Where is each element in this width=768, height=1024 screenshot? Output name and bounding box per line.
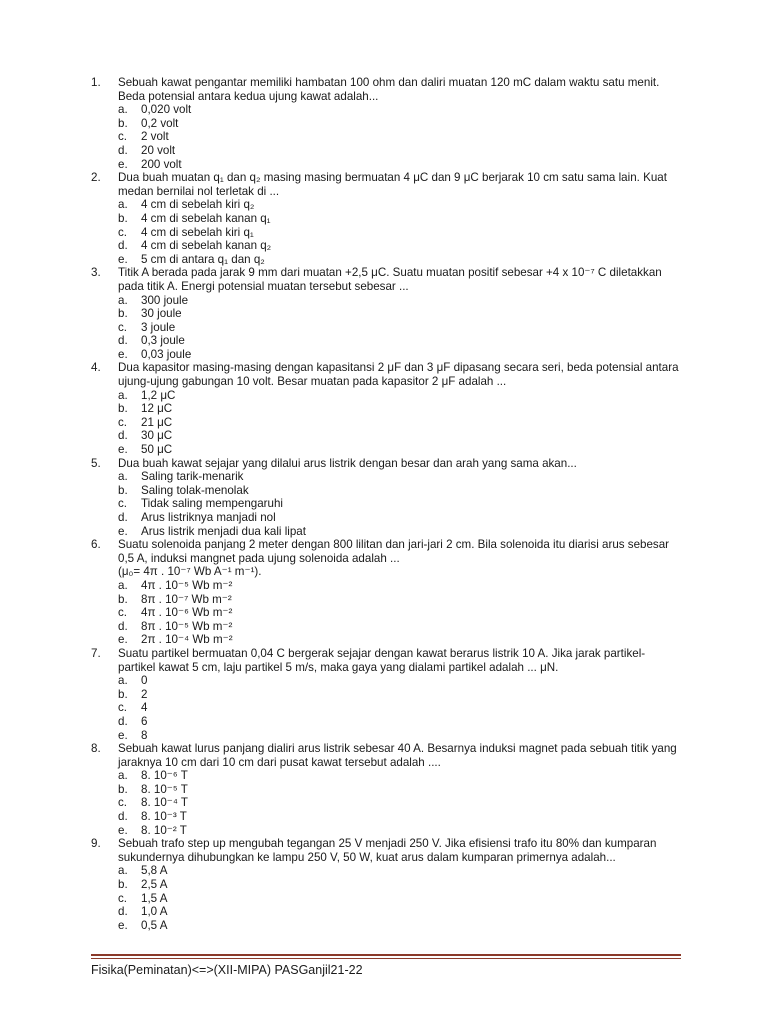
- answer-option: [118, 674, 681, 688]
- question-row: [91, 742, 681, 769]
- answer-option: [118, 321, 681, 335]
- answer-option: [118, 334, 681, 348]
- answer-option: [118, 606, 681, 620]
- answer-option: [118, 144, 681, 158]
- answer-option: [118, 307, 681, 321]
- option-letter: b.: [118, 116, 128, 130]
- answer-option: [118, 402, 681, 416]
- question-stem: Dua buah muatan q₁ dan q₂ masing masing bermuatan 4 μC dan 9 μC berjarak 10 cm satu sama lain. Kuat medan bernilai nol terletak di ...: [118, 171, 667, 198]
- option-text: 6: [141, 714, 148, 728]
- answer-option: [118, 810, 681, 824]
- footer-divider: [91, 954, 681, 956]
- question-stem: Dua kapasitor masing-masing dengan kapasitansi 2 μF dan 3 μF dipasang secara seri, beda potensial antara ujung-ujung gabungan 10 volt. Besar muatan pada kapasitor 2 μF adalah ...: [118, 361, 679, 389]
- answer-option: [118, 117, 681, 131]
- question-row: [91, 171, 681, 198]
- option-text: 30 joule: [141, 307, 182, 321]
- option-text: 2π . 10⁻⁴ Wb m⁻²: [141, 633, 233, 647]
- answer-option: [118, 593, 681, 607]
- option-text: 2,5 A: [141, 878, 168, 892]
- answer-option: [118, 715, 681, 729]
- option-text: 8: [141, 728, 148, 742]
- option-text: 12 μC: [141, 402, 173, 416]
- option-text: Arus listriknya manjadi nol: [141, 511, 276, 524]
- option-letter: b.: [118, 307, 128, 321]
- option-text: 1,2 μC: [141, 388, 176, 402]
- option-letter: c.: [118, 130, 128, 144]
- option-letter: e.: [118, 728, 128, 742]
- question: [91, 361, 681, 456]
- option-letter: d.: [118, 714, 128, 728]
- answer-option: [118, 198, 681, 212]
- question-stem: Sebuah trafo step up mengubah tegangan 25 V menjadi 250 V. Jika efisiensi trafo itu 80% dan kumparan sukundernya dihubungkan ke lampu 250 V, 50 W, kuat arus dalam kumparan primernya adalah...: [118, 837, 657, 864]
- answer-option: [118, 130, 681, 144]
- option-text: 21 μC: [141, 415, 173, 429]
- option-letter: a.: [118, 769, 128, 783]
- option-text: 8. 10⁻⁶ T: [141, 769, 188, 783]
- answer-option: [118, 443, 681, 457]
- option-letter: e.: [118, 443, 128, 457]
- question-list: [91, 76, 681, 932]
- option-text: 4π . 10⁻⁶ Wb m⁻²: [141, 606, 233, 620]
- option-text: 8. 10⁻² T: [141, 823, 187, 837]
- option-text: 0,03 joule: [141, 347, 192, 361]
- question: [91, 647, 681, 742]
- option-letter: e.: [118, 633, 128, 647]
- question-stem: Titik A berada pada jarak 9 mm dari muatan +2,5 μC. Suatu muatan positif sebesar +4 x 10⁻⁷ C diletakkan pada titik A. Energi potensial muatan tersebut sebesar ...: [118, 266, 662, 293]
- answer-option: [118, 824, 681, 838]
- option-text: 4: [141, 701, 148, 715]
- answer-option: [118, 919, 681, 933]
- answer-option: [118, 226, 681, 240]
- answer-option: [118, 620, 681, 634]
- answer-option: [118, 294, 681, 308]
- question-stem: Sebuah kawat lurus panjang dialiri arus listrik sebesar 40 A. Besarnya induksi magnet pada sebuah titik yang jaraknya 10 cm dari 10 cm dari pusat kawat tersebut adalah ....: [118, 742, 677, 769]
- option-letter: b.: [118, 402, 128, 416]
- option-letter: d.: [118, 619, 128, 633]
- option-letter: b.: [118, 687, 128, 701]
- question: [91, 742, 681, 837]
- answer-option: [118, 511, 681, 525]
- option-text: 5,8 A: [141, 864, 168, 878]
- question-row: [91, 457, 681, 471]
- question-row: [91, 266, 681, 293]
- option-letter: b.: [118, 782, 128, 796]
- question-number: 2.: [91, 171, 101, 185]
- option-text: 1,5 A: [141, 891, 168, 905]
- answer-option: [118, 470, 681, 484]
- answer-option: [118, 688, 681, 702]
- option-letter: a.: [118, 578, 128, 592]
- option-letter: d.: [118, 429, 128, 443]
- question-stem: Suatu solenoida panjang 2 meter dengan 800 lilitan dan jari-jari 2 cm. Bila solenoida itu diarisi arus sebesar 0,5 A, induksi mangnet pada ujung solenoida adalah ...: [118, 538, 670, 565]
- option-letter: a.: [118, 293, 128, 307]
- option-text: 4 cm di sebelah kiri q₂: [141, 198, 255, 212]
- option-letter: a.: [118, 674, 128, 688]
- footer-divider-thin: [91, 958, 681, 959]
- option-text: Arus listrik menjadi dua kali lipat: [141, 524, 306, 538]
- question-row: [91, 837, 681, 864]
- answer-option: [118, 212, 681, 226]
- option-letter: b.: [118, 878, 128, 892]
- option-letter: b.: [118, 483, 128, 497]
- question-row: [91, 76, 681, 103]
- answer-option: [118, 783, 681, 797]
- option-letter: b.: [118, 211, 128, 225]
- option-letter: a.: [118, 198, 128, 212]
- answer-option: [118, 579, 681, 593]
- option-letter: c.: [118, 497, 128, 511]
- option-text: 2: [141, 687, 148, 701]
- option-text: 8. 10⁻⁵ T: [141, 782, 188, 796]
- option-letter: a.: [118, 470, 128, 484]
- answer-option: [118, 348, 681, 362]
- page-footer: Fisika(Peminatan)<=>(XII-MIPA) PASGanjil21-22: [91, 963, 363, 977]
- option-letter: d.: [118, 239, 128, 253]
- option-text: 200 volt: [141, 157, 182, 171]
- answer-option: [118, 429, 681, 443]
- option-text: 0,020 volt: [141, 103, 192, 117]
- option-letter: b.: [118, 592, 128, 606]
- option-letter: c.: [118, 796, 128, 810]
- question-number: 6.: [91, 538, 101, 552]
- question: [91, 538, 681, 647]
- answer-option: [118, 905, 681, 919]
- question-note-text: (μ₀= 4π . 10⁻⁷ Wb A⁻¹ m⁻¹).: [118, 565, 262, 579]
- option-letter: d.: [118, 905, 128, 919]
- question-note: [118, 565, 681, 579]
- option-text: 30 μC: [141, 429, 173, 443]
- answer-option: [118, 103, 681, 117]
- option-letter: d.: [118, 334, 128, 348]
- option-text: 8. 10⁻³ T: [141, 810, 187, 824]
- question-stem: Sebuah kawat pengantar memiliki hambatan 100 ohm dan daliri muatan 120 mC dalam waktu satu menit. Beda potensial antara kedua ujung kawat adalah...: [118, 76, 660, 103]
- question-number: 8.: [91, 742, 101, 756]
- answer-option: [118, 701, 681, 715]
- option-text: 4π . 10⁻⁵ Wb m⁻²: [141, 578, 233, 592]
- answer-option: [118, 389, 681, 403]
- option-letter: e.: [118, 157, 128, 171]
- option-letter: d.: [118, 511, 128, 524]
- option-text: 5 cm di antara q₁ dan q₂: [141, 252, 265, 266]
- option-letter: c.: [118, 701, 128, 715]
- answer-option: [118, 497, 681, 511]
- answer-option: [118, 158, 681, 172]
- answer-option: [118, 633, 681, 647]
- question: [91, 76, 681, 171]
- option-text: 20 volt: [141, 143, 176, 157]
- option-letter: a.: [118, 864, 128, 878]
- option-text: Saling tarik-menarik: [141, 470, 244, 484]
- question: [91, 266, 681, 361]
- option-letter: a.: [118, 388, 128, 402]
- question-row: [91, 361, 681, 388]
- option-text: 8. 10⁻⁴ T: [141, 796, 188, 810]
- option-letter: c.: [118, 320, 128, 334]
- question: [91, 837, 681, 932]
- option-text: 4 cm di sebelah kiri q₁: [141, 225, 254, 239]
- question: [91, 171, 681, 266]
- option-letter: c.: [118, 891, 128, 905]
- option-text: 50 μC: [141, 443, 173, 457]
- answer-option: [118, 729, 681, 743]
- question-stem: Suatu partikel bermuatan 0,04 C bergerak sejajar dengan kawat berarus listrik 10 A. Jika jarak partikel-partikel kawat 5 cm, laju partikel 5 m/s, maka gaya yang dialami partikel adalah ... μN.: [118, 646, 646, 674]
- option-text: 0,5 A: [141, 918, 168, 932]
- answer-option: [118, 253, 681, 267]
- option-text: 3 joule: [141, 320, 176, 334]
- option-letter: e.: [118, 823, 128, 837]
- option-letter: e.: [118, 347, 128, 361]
- question-number: 7.: [91, 646, 101, 660]
- option-text: 4 cm di sebelah kanan q₁: [141, 211, 271, 225]
- option-letter: e.: [118, 252, 128, 266]
- option-text: Saling tolak-menolak: [141, 483, 249, 497]
- question-number: 1.: [91, 76, 101, 89]
- option-text: 8π . 10⁻⁵ Wb m⁻²: [141, 619, 233, 633]
- question-row: [91, 647, 681, 674]
- option-letter: d.: [118, 810, 128, 824]
- question-stem: Dua buah kawat sejajar yang dilalui arus listrik dengan besar dan arah yang sama akan...: [118, 456, 577, 470]
- option-text: 1,0 A: [141, 905, 168, 919]
- question-number: 5.: [91, 456, 101, 470]
- option-text: 8π . 10⁻⁷ Wb m⁻²: [141, 592, 232, 606]
- question-number: 3.: [91, 266, 101, 280]
- answer-option: [118, 525, 681, 539]
- option-letter: a.: [118, 103, 128, 117]
- option-text: 0: [141, 674, 148, 688]
- answer-option: [118, 796, 681, 810]
- answer-option: [118, 892, 681, 906]
- answer-option: [118, 769, 681, 783]
- option-text: 0,3 joule: [141, 334, 185, 348]
- answer-option: [118, 864, 681, 878]
- option-letter: c.: [118, 225, 128, 239]
- option-text: 300 joule: [141, 293, 189, 307]
- option-letter: d.: [118, 143, 128, 157]
- answer-option: [118, 484, 681, 498]
- question-row: [91, 538, 681, 565]
- option-letter: e.: [118, 524, 128, 538]
- question: [91, 457, 681, 539]
- answer-option: [118, 239, 681, 253]
- answer-option: [118, 416, 681, 430]
- option-text: 4 cm di sebelah kanan q₂: [141, 239, 272, 253]
- question-number: 4.: [91, 361, 101, 375]
- option-text: 2 volt: [141, 130, 169, 144]
- option-text: 0,2 volt: [141, 116, 179, 130]
- question-number: 9.: [91, 837, 101, 851]
- option-letter: c.: [118, 415, 128, 429]
- option-text: Tidak saling mempengaruhi: [141, 497, 283, 511]
- answer-option: [118, 878, 681, 892]
- option-letter: e.: [118, 918, 128, 932]
- option-letter: c.: [118, 606, 128, 620]
